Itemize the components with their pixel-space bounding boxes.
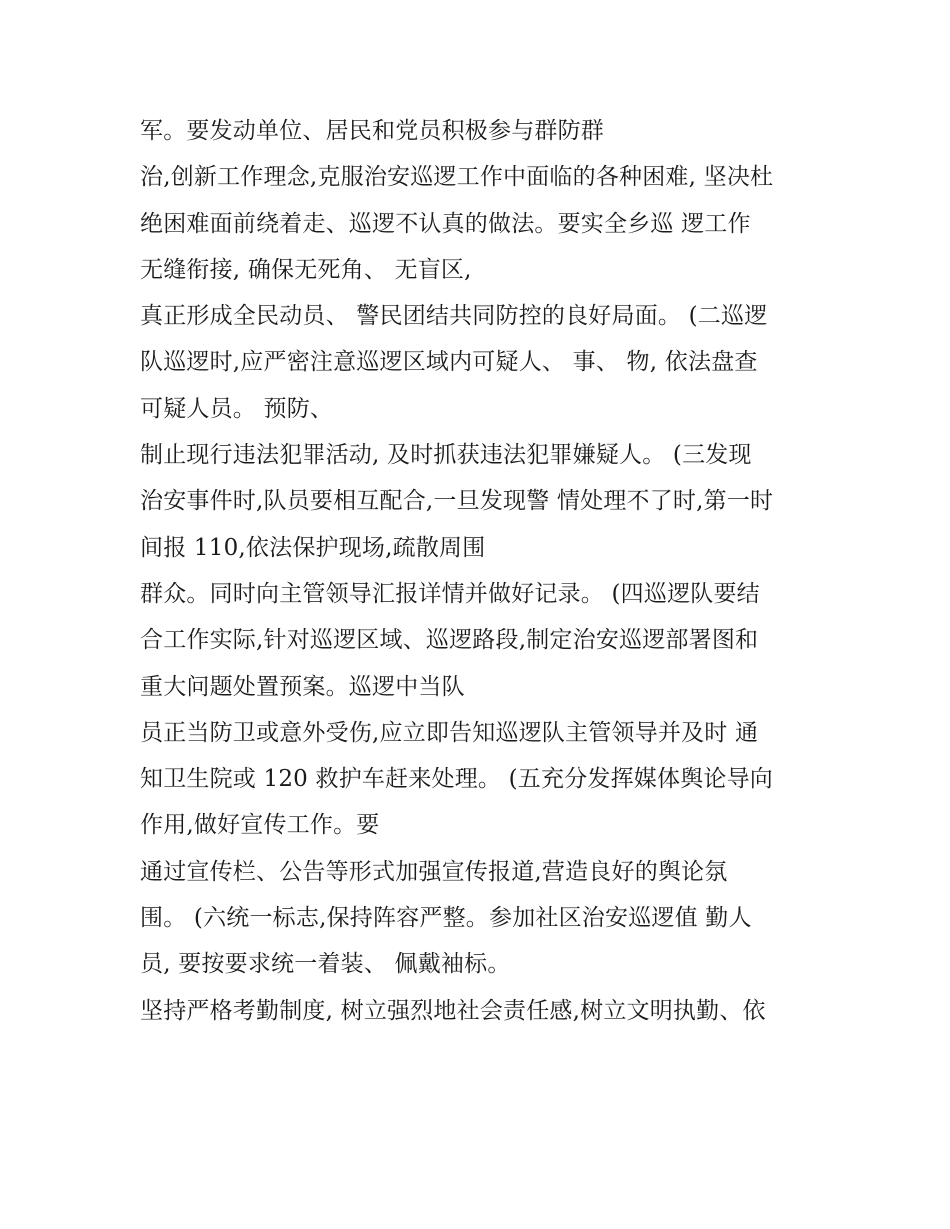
text-line: 治,创新工作理念,克服治安巡逻工作中面临的各种困难, 坚决杜 [140, 164, 774, 191]
text-line: 作用,做好宣传工作。要 [140, 812, 380, 839]
text-line: 绝困难面前绕着走、巡逻不认真的做法。要实全乡巡 逻工作 [140, 210, 751, 237]
text-line: 间报 110,依法保护现场,疏散周围 [140, 534, 486, 561]
document-body [140, 108, 820, 1034]
text-line: 重大问题处置预案。巡逻中当队 [140, 673, 465, 700]
text-line: 可疑人员。 预防、 [140, 395, 334, 422]
text-line: 军。要发动单位、居民和党员积极参与群防群 [140, 118, 604, 144]
text-line: 员, 要按要求统一着装、 佩戴袖标。 [140, 951, 511, 978]
text-line: 通过宣传栏、公告等形式加强宣传报道,营造良好的舆论氛 [140, 858, 728, 885]
text-line: 坚持严格考勤制度, 树立强烈地社会责任感,树立文明执勤、依 [140, 997, 766, 1024]
text-line: 围。 (六统一标志,保持阵容严整。参加社区治安巡逻值 勤人 [140, 905, 752, 932]
text-line: 员正当防卫或意外受伤,应立即告知巡逻队主管领导并及时 通 [140, 719, 759, 746]
text-line: 队巡逻时,应严密注意巡逻区域内可疑人、 事、 物, 依法盘查 [140, 349, 758, 376]
text-line: 合工作实际,针对巡逻区域、巡逻路段,制定治安巡逻部署图和 [140, 627, 759, 654]
text-line: 知卫生院或 120 救护车赶来处理。 (五充分发挥媒体舆论导向 [140, 766, 774, 793]
text-line: 制止现行违法犯罪活动, 及时抓获违法犯罪嫌疑人。 (三发现 [140, 442, 752, 469]
text-line: 无缝衔接, 确保无死角、 无盲区, [140, 256, 472, 283]
text-line: 群众。同时向主管领导汇报详情并做好记录。 (四巡逻队要结 [140, 580, 760, 607]
text-line: 真正形成全民动员、 警民团结共同防控的良好局面。 (二巡逻 [140, 303, 768, 330]
text-line: 治安事件时,队员要相互配合,一旦发现警 情处理不了时,第一时 [140, 488, 774, 515]
